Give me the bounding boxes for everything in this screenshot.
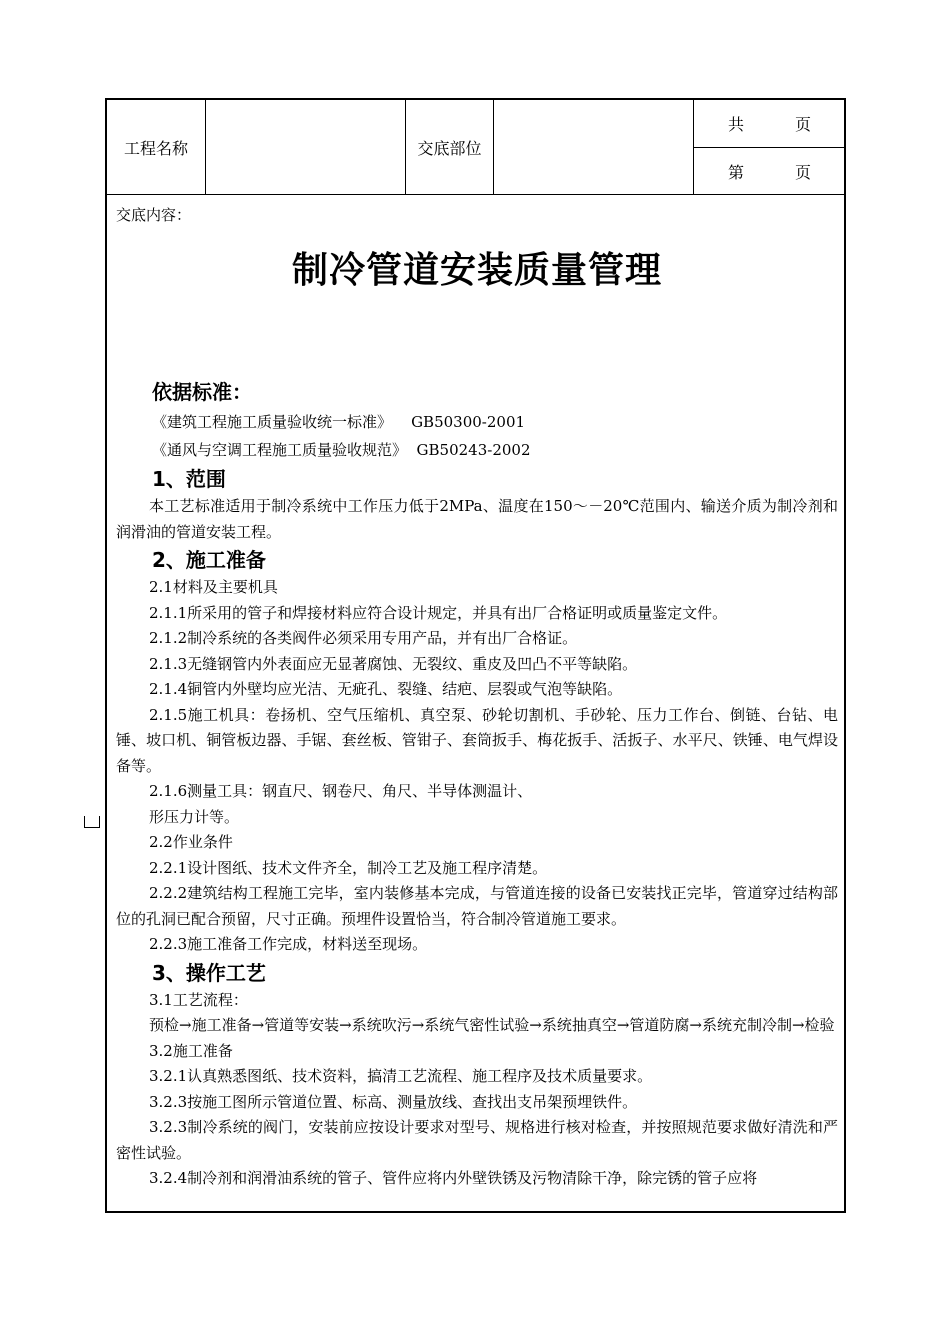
- intro-label: 交底内容：: [116, 206, 192, 224]
- page-number-row: [694, 148, 846, 194]
- project-name-value: [206, 100, 406, 194]
- page-number-label: 第: [728, 162, 745, 182]
- paragraph: 3.2施工准备: [149, 1041, 233, 1060]
- standard-line: 《建筑工程施工质量验收统一标准》 GB50300-2001: [152, 413, 526, 431]
- margin-binding-mark: [84, 816, 100, 828]
- page-count-cell: [694, 100, 846, 194]
- paragraph: 2.1.2制冷系统的各类阀件必须采用专用产品，并有出厂合格证。: [149, 629, 578, 647]
- paragraph: 2.1.4铜管内外壁均应光洁、无疵孔、裂缝、结疤、层裂或气泡等缺陷。: [149, 680, 623, 698]
- paragraph: 本工艺标准适用于制冷系统中工作压力低于2MPa、温度在150～－20℃范围内、输送介质为制冷剂和润滑油的管道安装工程。: [116, 497, 838, 541]
- handover-sheet: [105, 98, 846, 1213]
- paragraph: 2.2.1设计图纸、技术文件齐全，制冷工艺及施工程序清楚。: [149, 858, 548, 877]
- sheet-header: [107, 100, 844, 195]
- sheet-content: [116, 204, 838, 1192]
- basis-heading: 依据标准：: [152, 380, 252, 404]
- paragraph: 2.2作业条件: [149, 833, 233, 851]
- paragraph: 2.2.3施工准备工作完成，材料送至现场。: [149, 935, 428, 953]
- standard-line: 《通风与空调工程施工质量验收规范》 GB50243-2002: [152, 441, 531, 459]
- paragraph: 形压力计等。: [149, 807, 240, 826]
- paragraph: 3.2.3制冷系统的阀门，安装前应按设计要求对型号、规格进行核对检查，并按照规范要求做好清洗和严密性试验。: [116, 1118, 838, 1162]
- handover-position-value: [494, 100, 694, 194]
- paragraph: 3.2.4制冷剂和润滑油系统的管子、管件应将内外壁铁锈及污物清除干净，除完锈的管子应将: [149, 1169, 758, 1187]
- paragraph: 3.1工艺流程：: [149, 990, 248, 1009]
- paragraph: 2.2.2建筑结构工程施工完毕，室内装修基本完成，与管道连接的设备已安装找正完毕，管道穿过结构部位的孔洞已配合预留，尺寸正确。预埋件设置恰当，符合制冷管道施工要求。: [116, 884, 838, 928]
- document-title: 制冷管道安装质量管理: [291, 250, 662, 291]
- handover-position-label: 交底部位: [406, 100, 494, 194]
- section-heading: 2、施工准备: [152, 548, 266, 572]
- section-heading: 1、范围: [152, 467, 226, 491]
- paragraph: 2.1.5施工机具：卷扬机、空气压缩机、真空泵、砂轮切割机、手砂轮、压力工作台、倒链、台钻、电锤、坡口机、铜管板边器、手锯、套丝板、管钳子、套筒扳手、梅花扳手、活扳子、水平尺、铁锤、电气焊设备等。: [116, 705, 838, 775]
- total-pages-unit: 页: [795, 115, 812, 134]
- paragraph: 3.2.3按施工图所示管道位置、标高、测量放线、查找出支吊架预埋铁件。: [149, 1092, 638, 1111]
- paragraph: 预检→施工准备→管道等安装→系统吹污→系统气密性试验→系统抽真空→管道防腐→系统充制冷制→检验: [149, 1016, 835, 1034]
- total-pages-label: 共: [728, 115, 745, 134]
- project-name-label: 工程名称: [107, 100, 206, 194]
- paragraph: 2.1.6测量工具：钢直尺、钢卷尺、角尺、半导体测温计、: [149, 782, 533, 800]
- paragraph: 2.1材料及主要机具: [149, 578, 278, 596]
- paragraph: 2.1.1所采用的管子和焊接材料应符合设计规定，并具有出厂合格证明或质量鉴定文件。: [149, 603, 728, 622]
- paragraph: 3.2.1认真熟悉图纸、技术资料，搞清工艺流程、施工程序及技术质量要求。: [149, 1067, 653, 1085]
- total-pages-row: [694, 100, 846, 148]
- page-number-unit: 页: [795, 162, 812, 182]
- paragraph: 2.1.3无缝钢管内外表面应无显著腐蚀、无裂纹、重皮及凹凸不平等缺陷。: [149, 654, 638, 673]
- section-heading: 3、操作工艺: [152, 960, 266, 985]
